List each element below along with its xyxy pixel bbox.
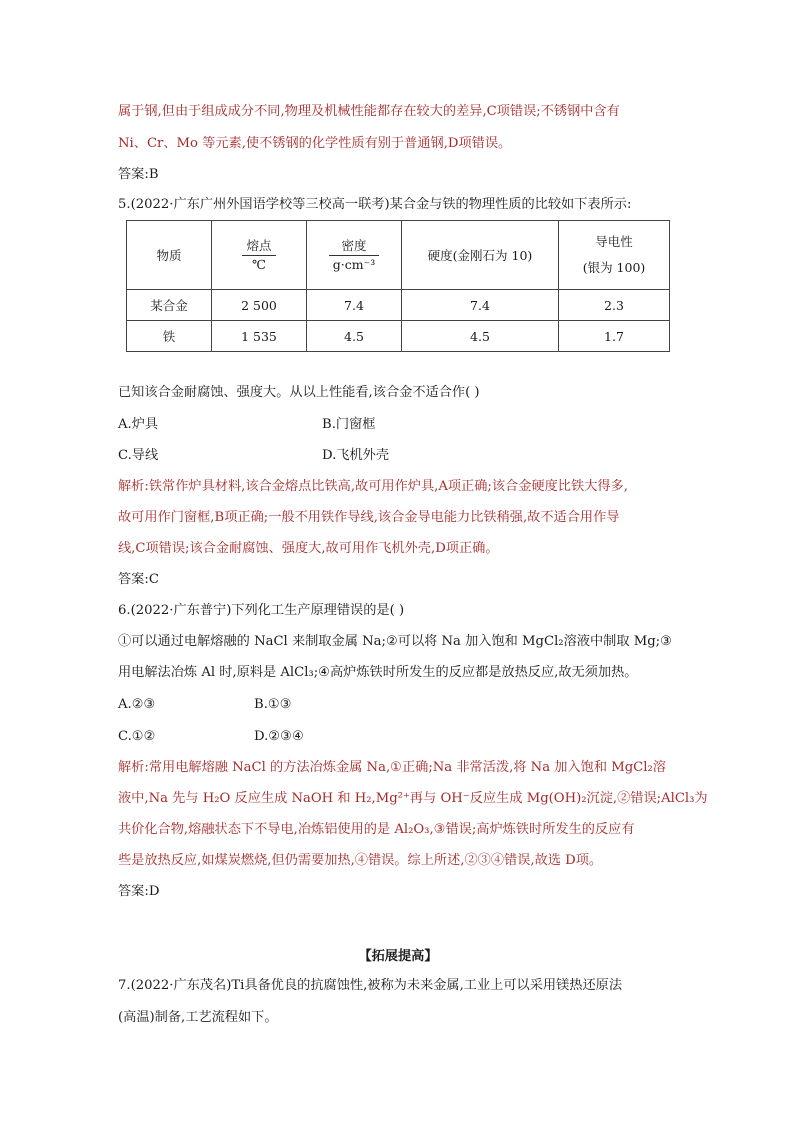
section-title: 【拓展提高】 (358, 949, 438, 964)
q6-answer: 答案:D (118, 884, 160, 899)
q5-option-d: D.飞机外壳 (322, 448, 390, 463)
cell-substance: 某合金 (127, 290, 212, 321)
q6-stem: 6.(2022·广东普宁)下列化工生产原理错误的是( ) (118, 603, 405, 618)
q4-analysis-line-1: 属于钢,但由于组成成分不同,物理及机械性能都存在较大的差异,C项错误;不锈钢中含有 (118, 104, 620, 119)
q5-stem: 5.(2022·广东广州外国语学校等三校高一联考)某合金与铁的物理性质的比较如下表所示: (118, 197, 632, 212)
q7-line-1: 7.(2022·广东茂名)Ti具备优良的抗腐蚀性,被称为未来金属,工业上可以采用镁热还原法 (118, 978, 623, 993)
q5-option-a: A.炉具 (118, 417, 159, 432)
cell-hardness: 4.5 (402, 321, 559, 352)
cell-density: 4.5 (307, 321, 402, 352)
q6-body-line-2: 用电解法冶炼 Al 时,原料是 AlCl₃;④高炉炼铁时所发生的反应都是放热反应,故无须加热。 (118, 665, 638, 680)
properties-table (126, 220, 670, 352)
q4-answer: 答案:B (118, 167, 159, 182)
q4-analysis-line-2: Ni、Cr、Mo 等元素,使不锈钢的化学性质有别于普通钢,D项错误。 (118, 136, 512, 151)
q6-option-a: A.②③ (118, 697, 156, 712)
header-conductivity (559, 221, 670, 290)
cell-conductivity: 1.7 (559, 321, 670, 352)
table-row (127, 321, 670, 352)
cell-melting: 1 535 (212, 321, 307, 352)
cell-conductivity: 2.3 (559, 290, 670, 321)
q5-question: 已知该合金耐腐蚀、强度大。从以上性能看,该合金不适合作( ) (118, 385, 480, 400)
conductivity-note: (银为 100) (582, 260, 646, 275)
q6-option-b: B.①③ (254, 697, 292, 712)
cell-hardness: 7.4 (402, 290, 559, 321)
q5-analysis-line-1: 解析:铁常作炉具材料,该合金熔点比铁高,故可用作炉具,A项正确;该合金硬度比铁大得多, (118, 479, 628, 494)
q6-option-d: D.②③④ (254, 729, 304, 744)
q5-option-c: C.导线 (118, 448, 159, 463)
q5-option-b: B.门窗框 (322, 417, 376, 432)
q7-line-2: (高温)制备,工艺流程如下。 (118, 1010, 278, 1025)
q6-analysis-line-1: 解析:常用电解熔融 NaCl 的方法冶炼金属 Na,①正确;Na 非常活泼,将 Na 加入饱和 MgCl₂溶 (118, 760, 666, 775)
melting-point-label: 熔点 (242, 237, 275, 256)
header-hardness: 硬度(金刚石为 10) (402, 221, 559, 290)
density-unit: g·cm⁻³ (332, 256, 376, 272)
q6-analysis-line-2: 液中,Na 先与 H₂O 反应生成 NaOH 和 H₂,Mg²⁺再与 OH⁻反应生成 Mg(OH)₂沉淀,②错误;AlCl₃为 (118, 791, 708, 806)
cell-melting: 2 500 (212, 290, 307, 321)
table-header-row (127, 221, 670, 290)
q5-answer: 答案:C (118, 572, 159, 587)
header-melting-point (212, 221, 307, 290)
table-row (127, 290, 670, 321)
q5-analysis-line-2: 故可用作门窗框,B项正确;一般不用铁作导线,该合金导电能力比铁稍强,故不适合用作导 (118, 510, 620, 525)
cell-density: 7.4 (307, 290, 402, 321)
header-density (307, 221, 402, 290)
q6-option-c: C.①② (118, 729, 156, 744)
q6-analysis-line-3: 共价化合物,熔融状态下不导电,冶炼铝使用的是 Al₂O₃,③错误;高炉炼铁时所发生的反应有 (118, 822, 635, 837)
melting-point-unit: ℃ (252, 256, 266, 272)
conductivity-label: 导电性 (595, 234, 633, 249)
header-substance: 物质 (127, 221, 212, 290)
q5-analysis-line-3: 线,C项错误;该合金耐腐蚀、强度大,故可用作飞机外壳,D项正确。 (118, 541, 499, 556)
density-label: 密度 (329, 237, 379, 256)
cell-substance: 铁 (127, 321, 212, 352)
q6-analysis-line-4: 些是放热反应,如煤炭燃烧,但仍需要加热,④错误。综上所述,②③④错误,故选 D项。 (118, 853, 603, 868)
q6-body-line-1: ①可以通过电解熔融的 NaCl 来制取金属 Na;②可以将 Na 加入饱和 MgCl₂溶液中制取 Mg;③ (118, 634, 672, 649)
